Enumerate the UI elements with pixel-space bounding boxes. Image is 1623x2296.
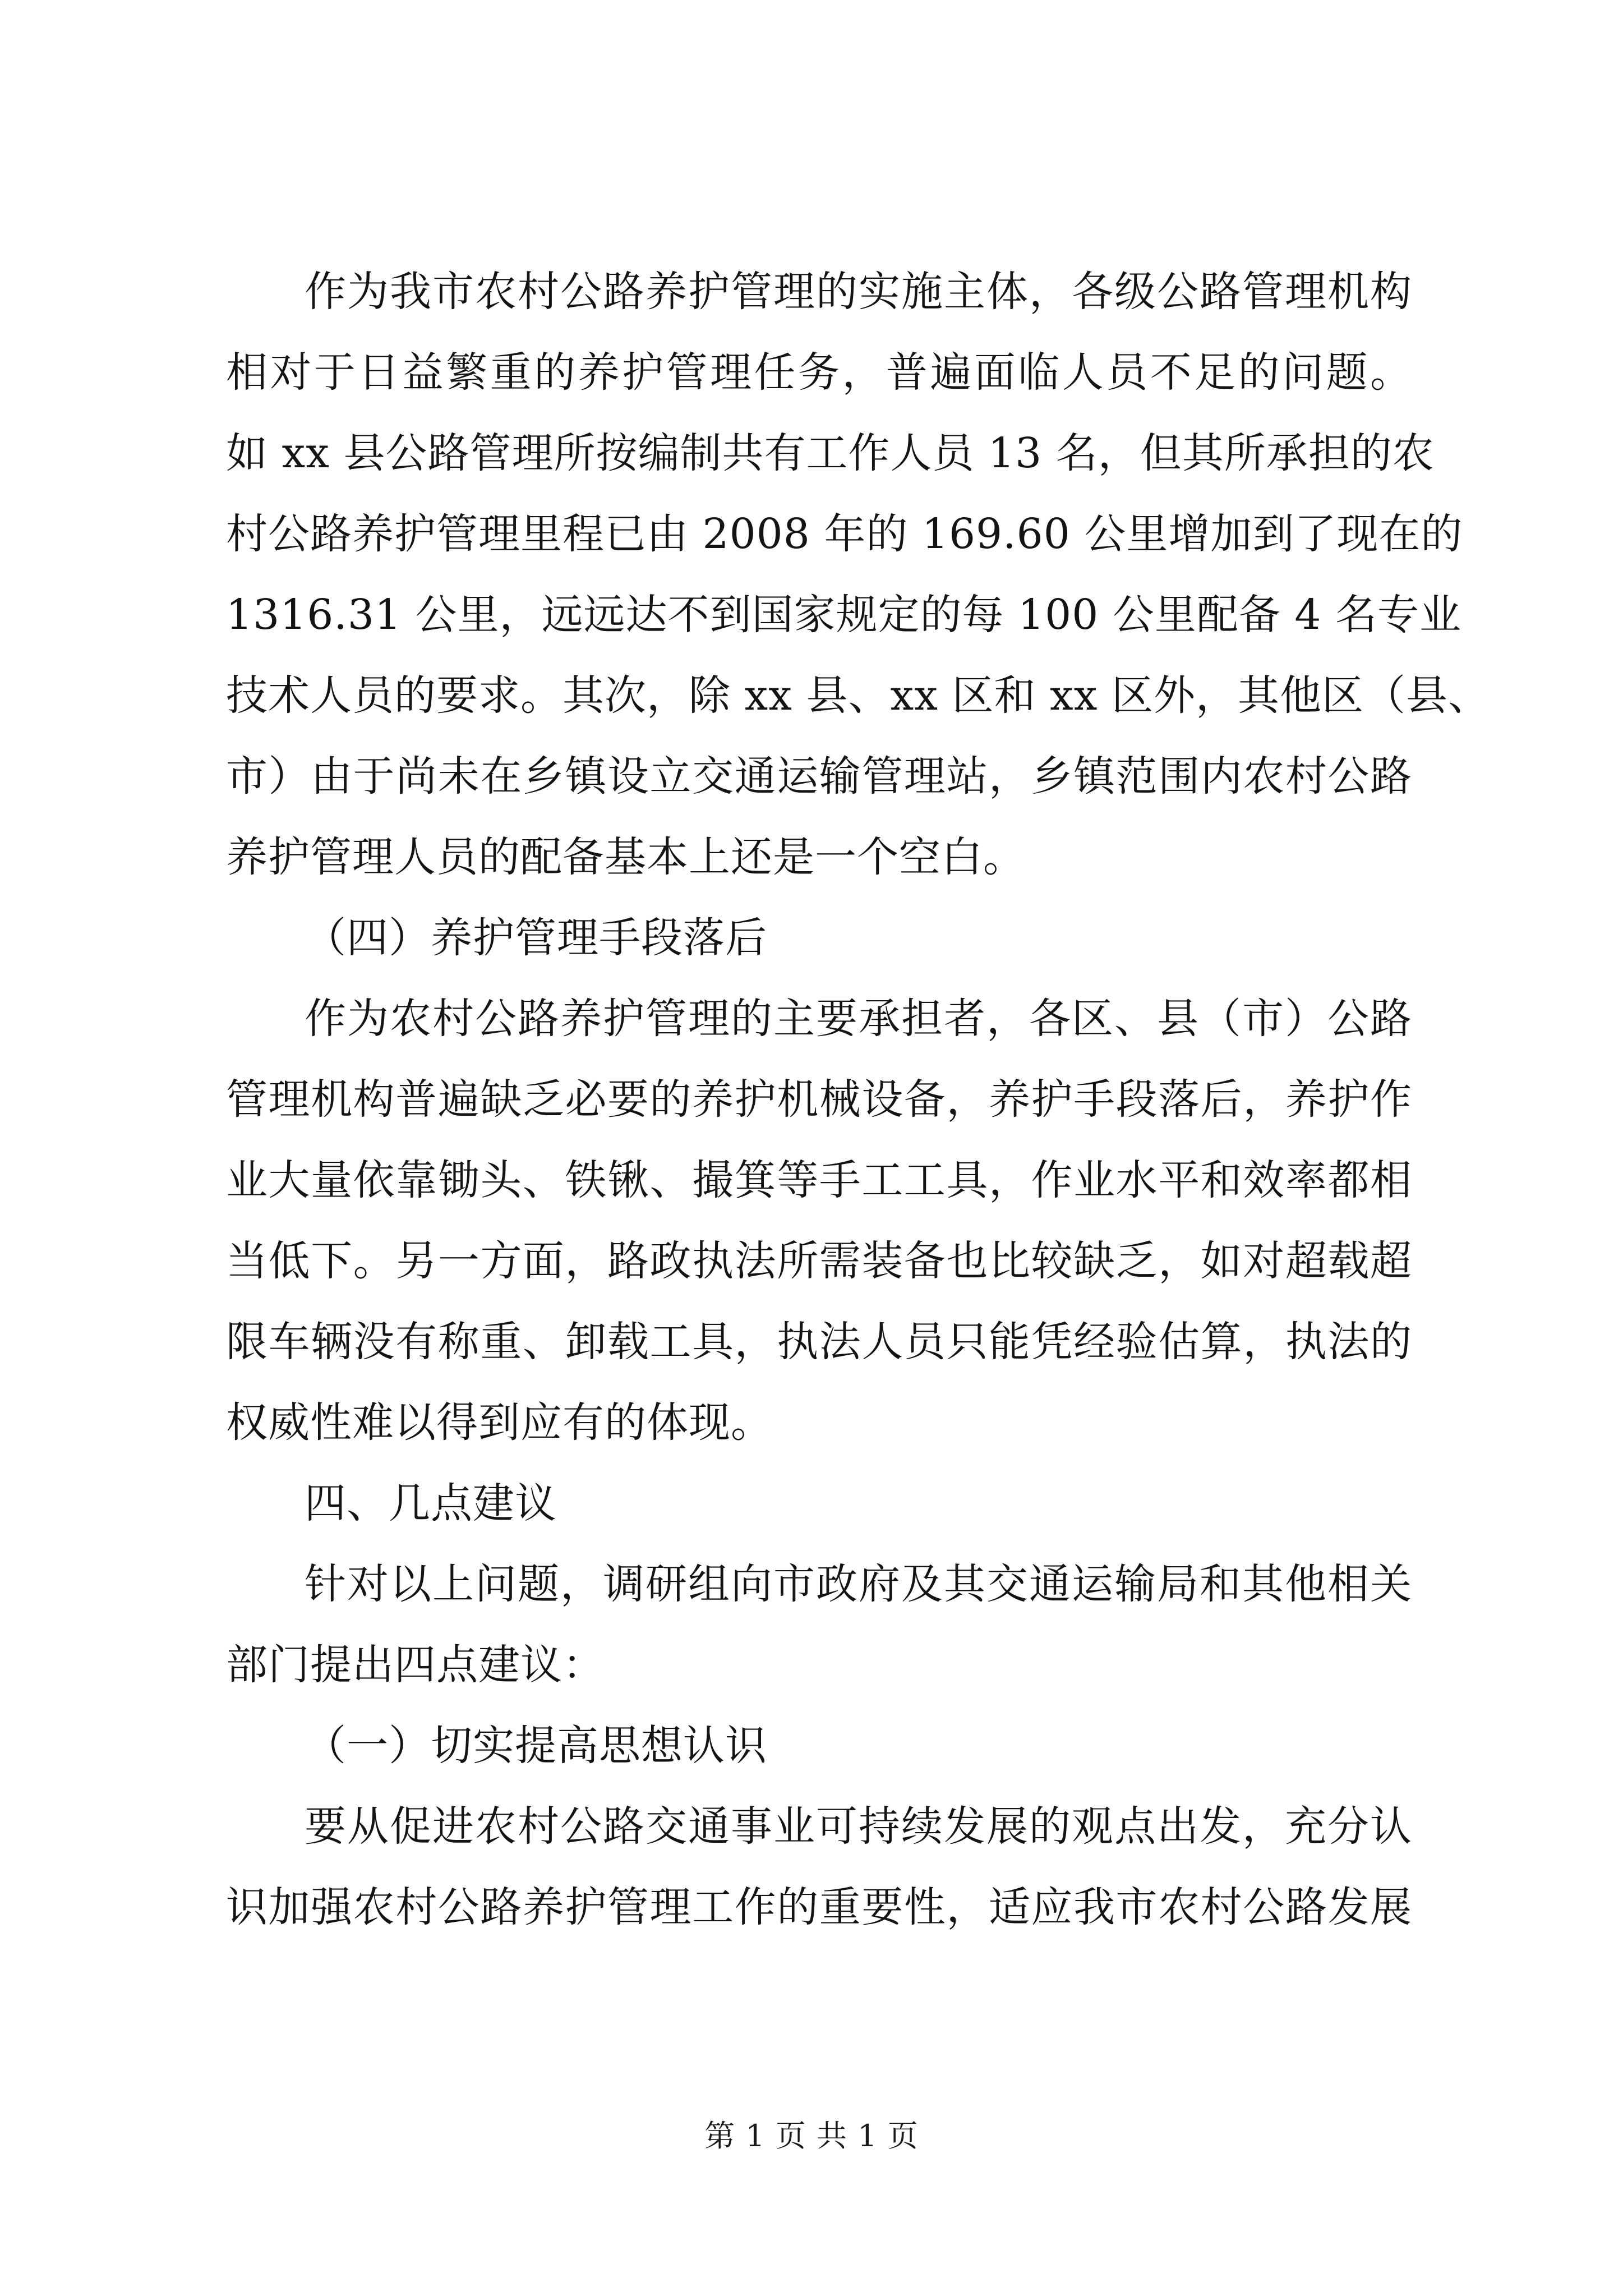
paragraph-line: 作为农村公路养护管理的主要承担者，各区、县（市）公路 — [305, 995, 1412, 1043]
section-heading: （四）养护管理手段落后 — [305, 914, 767, 962]
paragraph-line: 1316.31 公里，远远达不到国家规定的每 100 公里配备 4 名专业 — [226, 591, 1461, 639]
paragraph-line: 限车辆没有称重、卸载工具，执法人员只能凭经验估算，执法的 — [226, 1318, 1412, 1366]
paragraph-line: 权威性难以得到应有的体现。 — [226, 1398, 773, 1447]
paragraph-line: 相对于日益繁重的养护管理任务，普遍面临人员不足的问题。 — [226, 348, 1412, 397]
paragraph-line: 针对以上问题，调研组向市政府及其交通运输局和其他相关 — [305, 1560, 1412, 1608]
paragraph-line: 技术人员的要求。其次，除 xx 县、xx 区和 xx 区外，其他区（县、 — [226, 671, 1491, 720]
paragraph-line: 当低下。另一方面，路政执法所需装备也比较缺乏，如对超载超 — [226, 1237, 1412, 1285]
paragraph-line: 管理机构普遍缺乏必要的养护机械设备，养护手段落后，养护作 — [226, 1075, 1412, 1124]
section-heading: 四、几点建议 — [305, 1479, 557, 1527]
section-heading: （一）切实提高思想认识 — [305, 1722, 767, 1770]
paragraph-line: 养护管理人员的配备基本上还是一个空白。 — [226, 833, 1025, 881]
paragraph-line: 市）由于尚未在乡镇设立交通运输管理站，乡镇范围内农村公路 — [226, 752, 1412, 800]
paragraph-line: 部门提出四点建议： — [226, 1641, 605, 1689]
paragraph-line: 如 xx 县公路管理所按编制共有工作人员 13 名，但其所承担的农 — [226, 429, 1435, 477]
paragraph-line: 作为我市农村公路养护管理的实施主体，各级公路管理机构 — [305, 268, 1412, 316]
paragraph-line: 业大量依靠锄头、铁锹、撮箕等手工工具，作业水平和效率都相 — [226, 1156, 1412, 1204]
paragraph-line: 识加强农村公路养护管理工作的重要性，适应我市农村公路发展 — [226, 1883, 1412, 1931]
paragraph-line: 村公路养护管理里程已由 2008 年的 169.60 公里增加到了现在的 — [226, 510, 1463, 558]
page-number-footer: 第 1 页 共 1 页 — [704, 2118, 919, 2154]
paragraph-line: 要从促进农村公路交通事业可持续发展的观点出发，充分认 — [305, 1802, 1412, 1851]
